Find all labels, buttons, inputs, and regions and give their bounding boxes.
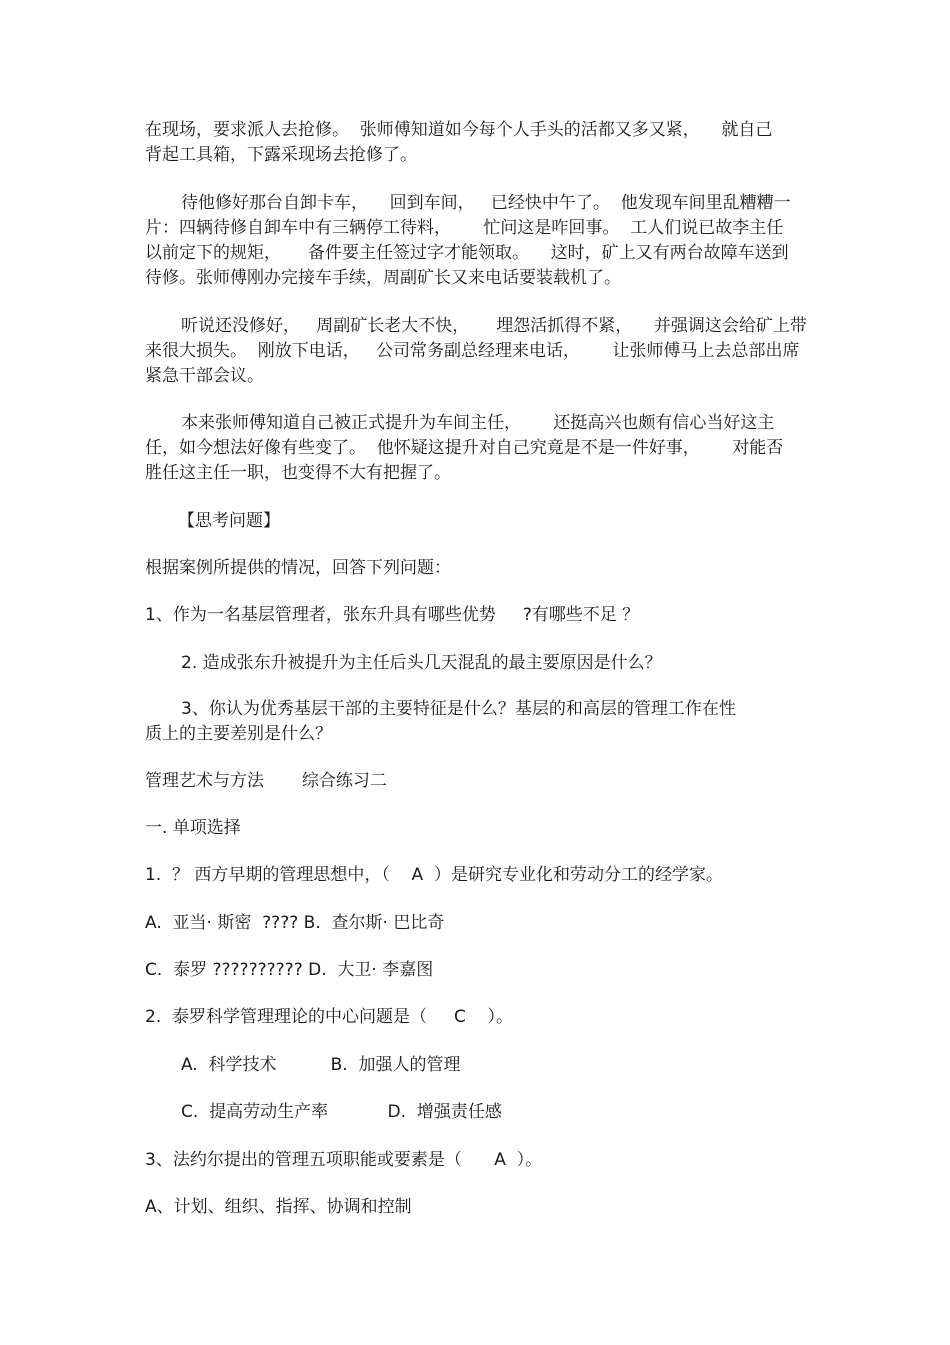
question-2: 2. 造成张东升被提升为主任后头几天混乱的最主要原因是什么？ (181, 653, 662, 673)
mc-question-2-options-cd: C. 提高劳动生产率 D. 增强责任感 (181, 1102, 502, 1122)
paragraph-4-line-2: 任，如今想法好像有些变了。 他怀疑这提升对自己究竟是不是一件好事， 对能否 (145, 438, 784, 458)
paragraph-2-line-4: 待修。张师傅刚办完接车手续，周副矿长又来电话要装载机了。 (145, 268, 621, 288)
paragraph-4-line-3: 胜任这主任一职，也变得不大有把握了。 (145, 463, 451, 483)
mc-question-1-options-ab: A. 亚当· 斯密 ???? B. 查尔斯· 巴比奇 (145, 913, 445, 933)
paragraph-4-line-1: 本来张师傅知道自己被正式提升为车间主任， 还挺高兴也颇有信心当好这主 (181, 413, 775, 433)
paragraph-3-line-2: 来很大损失。 刚放下电话， 公司常务副总经理来电话， 让张师傅马上去总部出席 (145, 341, 800, 361)
think-questions-heading: 【思考问题】 (178, 511, 280, 531)
paragraph-1-line-2: 背起工具箱，下露采现场去抢修了。 (145, 145, 417, 165)
section-title: 管理艺术与方法 综合练习二 (145, 771, 387, 791)
mc-question-2-options-ab: A. 科学技术 B. 加强人的管理 (181, 1055, 461, 1075)
mc-question-1-options-cd: C. 泰罗 ?????????? D. 大卫· 李嘉图 (145, 960, 434, 980)
question-3-line-2: 质上的主要差别是什么？ (145, 724, 332, 744)
question-3-line-1: 3、你认为优秀基层干部的主要特征是什么？基层的和高层的管理工作在性 (181, 699, 736, 719)
paragraph-2-line-3: 以前定下的规矩， 备件要主任签过字才能领取。 这时，矿上又有两台故障车送到 (145, 243, 789, 263)
mc-question-2: 2. 泰罗科学管理理论的中心问题是（ C ）。 (145, 1007, 514, 1027)
paragraph-3-line-3: 紧急干部会议。 (145, 366, 264, 386)
mc-question-3: 3、法约尔提出的管理五项职能或要素是（ A ）。 (145, 1150, 543, 1170)
mc-question-3-option-a: A、计划、组织、指挥、协调和控制 (145, 1197, 412, 1217)
paragraph-3-line-1: 听说还没修好， 周副矿长老大不快， 埋怨活抓得不紧， 并强调这会给矿上带 (181, 316, 807, 336)
instruction-text: 根据案例所提供的情况，回答下列问题： (145, 558, 451, 578)
paragraph-1-line-1: 在现场，要求派人去抢修。 张师傅知道如今每个人手头的活都又多又紧， 就自己 (145, 120, 773, 140)
paragraph-2-line-1: 待他修好那台自卸卡车， 回到车间， 已经快中午了。 他发现车间里乱糟糟一 (181, 193, 791, 213)
part-title: 一. 单项选择 (145, 818, 241, 838)
paragraph-2-line-2: 片：四辆待修自卸车中有三辆停工待料， 忙问这是咋回事。 工人们说已故李主任 (145, 218, 784, 238)
mc-question-1: 1. ？ 西方早期的管理思想中，（ A ）是研究专业化和劳动分工的经学家。 (145, 865, 723, 885)
question-1: 1、作为一名基层管理者，张东升具有哪些优势 ?有哪些不足 ？ (145, 605, 640, 625)
